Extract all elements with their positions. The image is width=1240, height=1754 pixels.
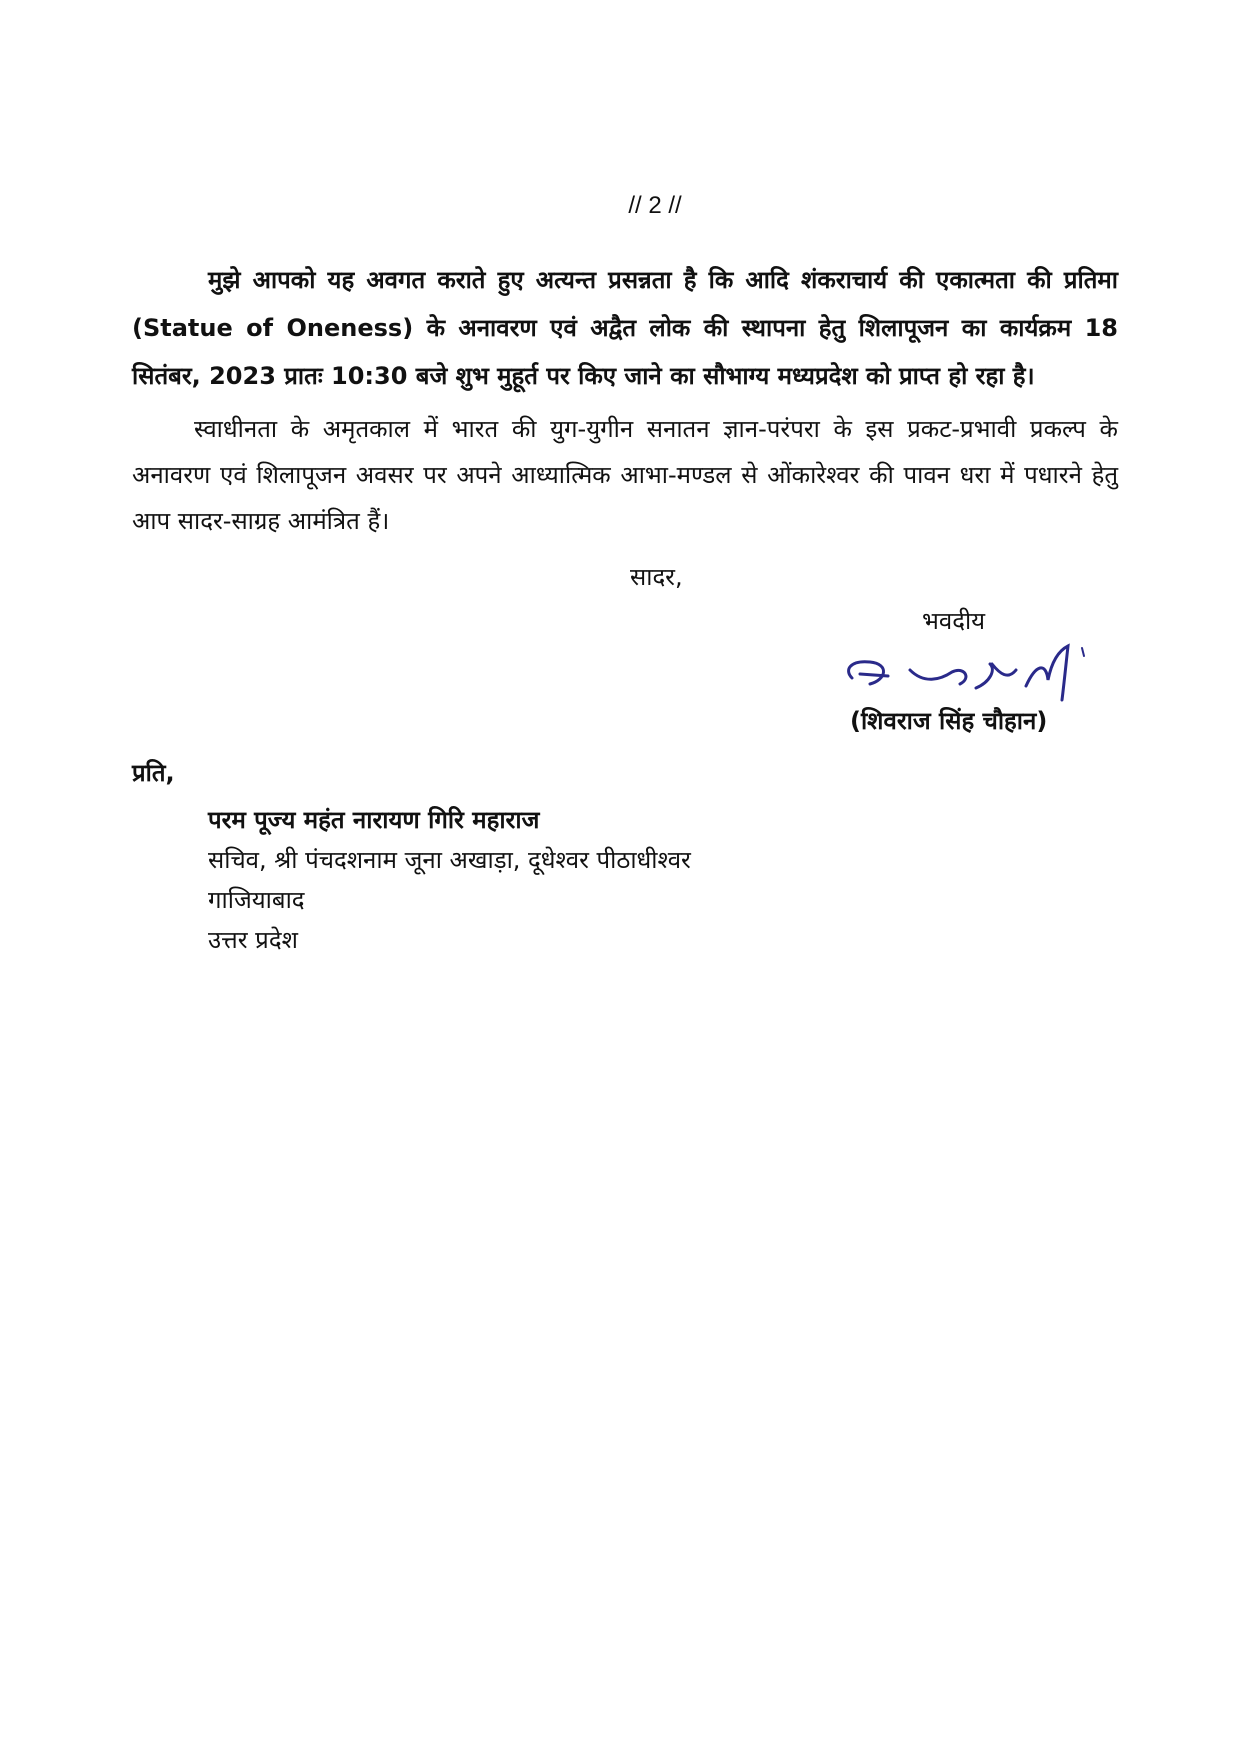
signatory-name: (शिवराज सिंह चौहान): [850, 707, 1048, 735]
recipient-designation: सचिव, श्री पंचदशनाम जूना अखाड़ा, दूधेश्वर पीठाधीश्वर: [208, 846, 691, 874]
recipient-state: उत्तर प्रदेश: [208, 926, 298, 954]
invitation-paragraph-bold: मुझे आपको यह अवगत कराते हुए अत्यन्त प्रसन्नता है कि आदि शंकराचार्य की एकात्मता की प्रतिमा (Statue of Oneness) के अनावरण एवं अद्वैत लोक की स्थापना हेतु शिलापूजन का कार्यक्रम 18 सितंबर, 2023 प्रातः 10:30 बजे शुभ मुहूर्त पर किए जाने का सौभाग्य मध्यप्रदेश को प्राप्त हो रहा है।: [132, 266, 1118, 390]
invitation-paragraph: स्वाधीनता के अमृतकाल में भारत की युग-युगीन सनातन ज्ञान-परंपरा के इस प्रकट-प्रभावी प्रकल्प के अनावरण एवं शिलापूजन अवसर पर अपने आध्यात्मिक आभा-मण्डल से ओंकारेश्वर की पावन धरा में पधारने हेतु आप सादर-साग्रह आमंत्रित हैं।: [132, 415, 1118, 535]
closing-saadar: सादर,: [630, 563, 683, 591]
recipient-city: गाजियाबाद: [208, 886, 305, 914]
signature: [840, 640, 1100, 708]
recipient-name: परम पूज्य महंत नारायण गिरि महाराज: [208, 806, 540, 834]
page-number: // 2 //: [628, 192, 682, 219]
to-label: प्रति,: [132, 759, 175, 787]
recipient-address: [208, 800, 691, 960]
yours-faithfully: भवदीय: [922, 607, 986, 635]
